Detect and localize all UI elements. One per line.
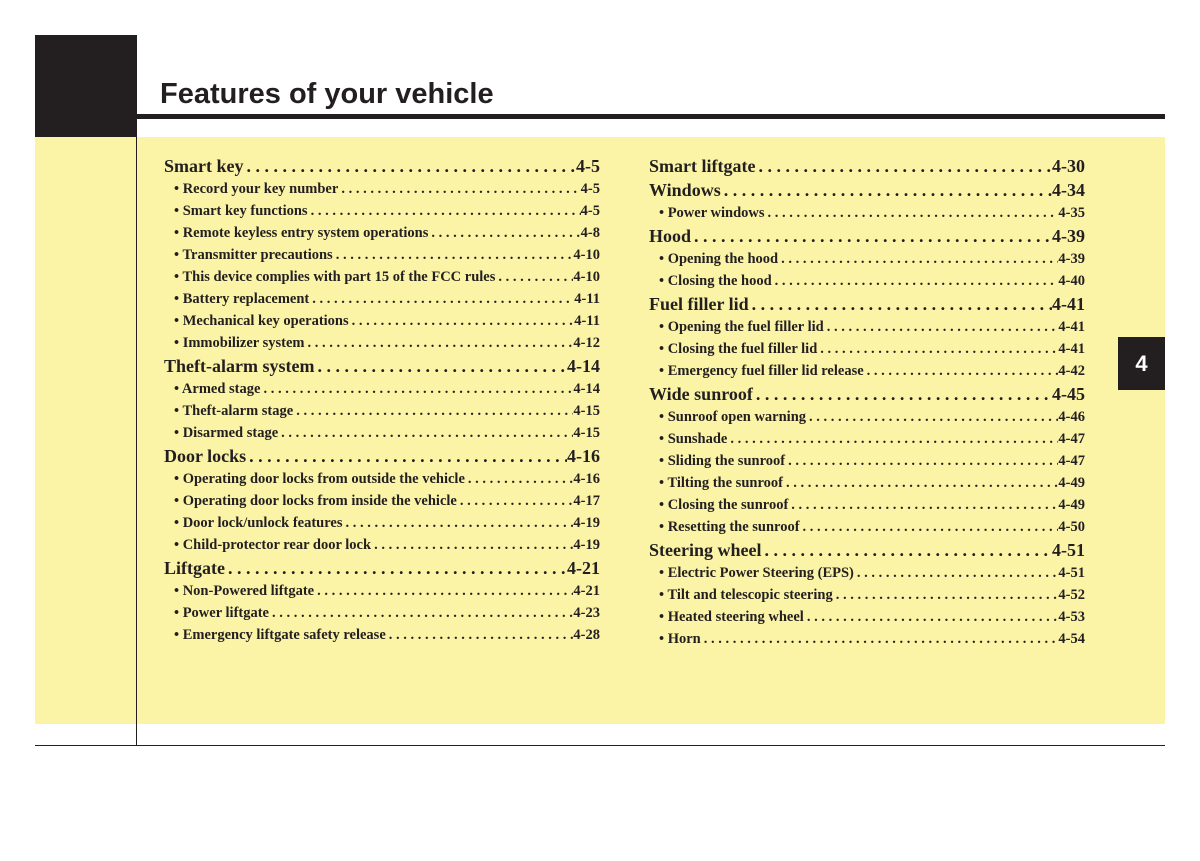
toc-item-non-powered-liftgate[interactable] [164,580,600,602]
toc-item-emergency-fuel-filler-lid-release[interactable] [649,360,1085,382]
page-title: Features of your vehicle [160,78,494,110]
dot-leader [800,516,1059,538]
toc-page-number: 4-23 [573,605,600,621]
toc-page-number: 4-54 [1058,631,1085,647]
dot-leader [386,624,574,646]
dot-leader [314,580,573,602]
dot-leader [778,248,1058,270]
toc-item-record-your-key-number[interactable] [164,178,600,200]
dot-leader [428,222,580,244]
dot-leader [753,382,1052,406]
dot-leader [465,468,574,490]
toc-entry-title: Steering wheel [649,540,762,560]
toc-page-number: 4-14 [567,356,600,376]
dot-leader [244,154,577,178]
dot-leader [765,202,1059,224]
toc-entry-title: • Disarmed stage [174,422,278,444]
toc-item-power-liftgate[interactable] [164,602,600,624]
dot-leader [333,244,574,266]
toc-item-mechanical-key-operations[interactable] [164,310,600,332]
dot-leader [817,338,1058,360]
toc-entry-title: Door locks [164,446,247,466]
toc-entry-title: Liftgate [164,558,225,578]
toc-entry-title: • Opening the fuel filler lid [659,316,824,338]
chapter-tab[interactable]: 4 [1118,337,1165,390]
dot-leader [691,224,1052,248]
toc-item-tilting-the-sunroof[interactable] [649,472,1085,494]
dot-leader [783,472,1058,494]
toc-page-number: 4-49 [1058,475,1085,491]
toc-item-child-protector-rear-door-lock[interactable] [164,534,600,556]
toc-page-number: 4-21 [573,583,600,599]
toc-page-number: 4-51 [1058,565,1085,581]
dot-leader [246,444,567,468]
toc-page-number: 4-50 [1058,519,1085,535]
toc-item-resetting-the-sunroof[interactable] [649,516,1085,538]
toc-item-this-device-complies-with-part-15-of-the-fcc-rules[interactable] [164,266,600,288]
toc-entry-title: • Electric Power Steering (EPS) [659,562,854,584]
toc-item-sunshade[interactable] [649,428,1085,450]
dot-leader [371,534,573,556]
dot-leader [788,494,1058,516]
dot-leader [225,556,567,580]
toc-entry-title: • Battery replacement [174,288,309,310]
header-black-block [35,35,137,137]
toc-item-sliding-the-sunroof[interactable] [649,450,1085,472]
toc-entry-title: • Immobilizer system [174,332,304,354]
dot-leader [749,292,1052,316]
toc-entry-title: • Emergency fuel filler lid release [659,360,864,382]
toc-entry-title: • Child-protector rear door lock [174,534,371,556]
dot-leader [309,288,574,310]
dot-leader [304,332,573,354]
toc-page-number: 4-34 [1052,180,1085,200]
left-margin-panel [35,137,137,724]
toc-entry-title: • Emergency liftgate safety release [174,624,386,646]
toc-item-opening-the-fuel-filler-lid[interactable] [649,316,1085,338]
toc-entry-title: Windows [649,180,721,200]
toc-section-liftgate[interactable] [164,556,600,580]
dot-leader [293,400,573,422]
dot-leader [854,562,1059,584]
dot-leader [761,538,1052,562]
dot-leader [804,606,1059,628]
toc-entry-title: • Armed stage [174,378,260,400]
dot-leader [314,354,567,378]
dot-leader [495,266,573,288]
toc-item-power-windows[interactable] [649,202,1085,224]
toc-item-disarmed-stage[interactable] [164,422,600,444]
toc-item-closing-the-hood[interactable] [649,270,1085,292]
toc-item-remote-keyless-entry-system-operations[interactable] [164,222,600,244]
toc-page-number: 4-19 [573,537,600,553]
toc-page-number: 4-39 [1052,226,1085,246]
toc-page-number: 4-15 [573,425,600,441]
toc-entry-title: • Horn [659,628,701,650]
toc-entry-title: • Closing the sunroof [659,494,788,516]
toc-entry-title: • Transmitter precautions [174,244,333,266]
toc-item-sunroof-open-warning[interactable] [649,406,1085,428]
bottom-rule [35,745,1165,746]
dot-leader [864,360,1059,382]
toc-page-number: 4-11 [574,313,600,329]
dot-leader [308,200,581,222]
toc-page-number: 4-35 [1058,205,1085,221]
toc-entry-title: Hood [649,226,692,246]
toc-item-operating-door-locks-from-outside-the-vehicle[interactable] [164,468,600,490]
toc-page-number: 4-5 [580,181,600,197]
toc-entry-title: • Record your key number [174,178,338,200]
toc-right-column [649,154,1085,650]
toc-entry-title: • Smart key functions [174,200,308,222]
toc-entry-title: • Non-Powered liftgate [174,580,314,602]
toc-entry-title: • Closing the hood [659,270,772,292]
toc-entry-title: Fuel filler lid [649,294,749,314]
toc-page-number: 4-39 [1058,251,1085,267]
vertical-divider [136,137,137,746]
toc-entry-title: • Heated steering wheel [659,606,804,628]
toc-page-number: 4-47 [1058,431,1085,447]
dot-leader [260,378,573,400]
toc-entry-title: • Door lock/unlock features [174,512,342,534]
toc-page-number: 4-46 [1058,409,1085,425]
toc-page-number: 4-16 [567,446,600,466]
toc-item-armed-stage[interactable] [164,378,600,400]
toc-page-number: 4-10 [573,269,600,285]
dot-leader [342,512,573,534]
toc-section-smart-key[interactable] [164,154,600,178]
toc-page-number: 4-30 [1052,156,1085,176]
toc-item-transmitter-precautions[interactable] [164,244,600,266]
dot-leader [701,628,1059,650]
toc-page-number: 4-5 [576,156,600,176]
toc-page-number: 4-19 [573,515,600,531]
toc-page-number: 4-8 [580,225,600,241]
toc-section-steering-wheel[interactable] [649,538,1085,562]
toc-item-horn[interactable] [649,628,1085,650]
dot-leader [755,154,1052,178]
toc-entry-title: • Tilting the sunroof [659,472,783,494]
toc-item-operating-door-locks-from-inside-the-vehicle[interactable] [164,490,600,512]
toc-item-smart-key-functions[interactable] [164,200,600,222]
toc-page-number: 4-42 [1058,363,1085,379]
toc-entry-title: Theft-alarm system [164,356,315,376]
toc-section-wide-sunroof[interactable] [649,382,1085,406]
dot-leader [338,178,580,200]
toc-page-number: 4-41 [1058,341,1085,357]
toc-page-number: 4-16 [573,471,600,487]
toc-entry-title: • This device complies with part 15 of the FCC rules [174,266,495,288]
toc-item-closing-the-sunroof[interactable] [649,494,1085,516]
toc-entry-title: • Opening the hood [659,248,778,270]
dot-leader [721,178,1052,202]
toc-page-number: 4-51 [1052,540,1085,560]
dot-leader [269,602,573,624]
toc-item-theft-alarm-stage[interactable] [164,400,600,422]
toc-entry-title: • Power liftgate [174,602,269,624]
toc-page-number: 4-17 [573,493,600,509]
toc-entry-title: • Operating door locks from outside the vehicle [174,468,465,490]
toc-section-windows[interactable] [649,178,1085,202]
dot-leader [833,584,1059,606]
toc-page-number: 4-49 [1058,497,1085,513]
toc-section-hood[interactable] [649,224,1085,248]
toc-page-number: 4-47 [1058,453,1085,469]
toc-entry-title: • Closing the fuel filler lid [659,338,817,360]
dot-leader [806,406,1058,428]
toc-entry-title: • Theft-alarm stage [174,400,293,422]
toc-item-electric-power-steering-eps[interactable] [649,562,1085,584]
dot-leader [785,450,1058,472]
toc-item-emergency-liftgate-safety-release[interactable] [164,624,600,646]
toc-entry-title: • Tilt and telescopic steering [659,584,833,606]
toc-section-smart-liftgate[interactable] [649,154,1085,178]
toc-entry-title: • Operating door locks from inside the vehicle [174,490,457,512]
toc-entry-title: Smart key [164,156,244,176]
toc-section-theft-alarm-system[interactable] [164,354,600,378]
toc-page-number: 4-21 [567,558,600,578]
toc-page-number: 4-12 [573,335,600,351]
toc-item-immobilizer-system[interactable] [164,332,600,354]
toc-item-heated-steering-wheel[interactable] [649,606,1085,628]
toc-page-number: 4-5 [580,203,600,219]
toc-left-column [164,154,600,646]
toc-item-opening-the-hood[interactable] [649,248,1085,270]
toc-entry-title: • Mechanical key operations [174,310,349,332]
toc-page-number: 4-45 [1052,384,1085,404]
title-underline [137,114,1165,119]
toc-page-number: 4-11 [574,291,600,307]
toc-entry-title: • Power windows [659,202,765,224]
toc-page-number: 4-52 [1058,587,1085,603]
toc-item-door-lock-unlock-features[interactable] [164,512,600,534]
toc-entry-title: Smart liftgate [649,156,756,176]
toc-page-number: 4-28 [573,627,600,643]
toc-page-number: 4-15 [573,403,600,419]
toc-page-number: 4-14 [573,381,600,397]
dot-leader [727,428,1058,450]
toc-section-fuel-filler-lid[interactable] [649,292,1085,316]
toc-page-number: 4-41 [1058,319,1085,335]
toc-page-number: 4-40 [1058,273,1085,289]
dot-leader [824,316,1059,338]
dot-leader [278,422,573,444]
toc-item-tilt-and-telescopic-steering[interactable] [649,584,1085,606]
toc-entry-title: • Remote keyless entry system operations [174,222,428,244]
toc-item-battery-replacement[interactable] [164,288,600,310]
dot-leader [457,490,574,512]
toc-section-door-locks[interactable] [164,444,600,468]
toc-page-number: 4-53 [1058,609,1085,625]
toc-entry-title: • Sunroof open warning [659,406,806,428]
toc-entry-title: • Sunshade [659,428,727,450]
dot-leader [349,310,575,332]
toc-entry-title: • Sliding the sunroof [659,450,785,472]
toc-page-number: 4-41 [1052,294,1085,314]
toc-entry-title: • Resetting the sunroof [659,516,800,538]
toc-item-closing-the-fuel-filler-lid[interactable] [649,338,1085,360]
dot-leader [772,270,1059,292]
toc-page-number: 4-10 [573,247,600,263]
toc-entry-title: Wide sunroof [649,384,753,404]
